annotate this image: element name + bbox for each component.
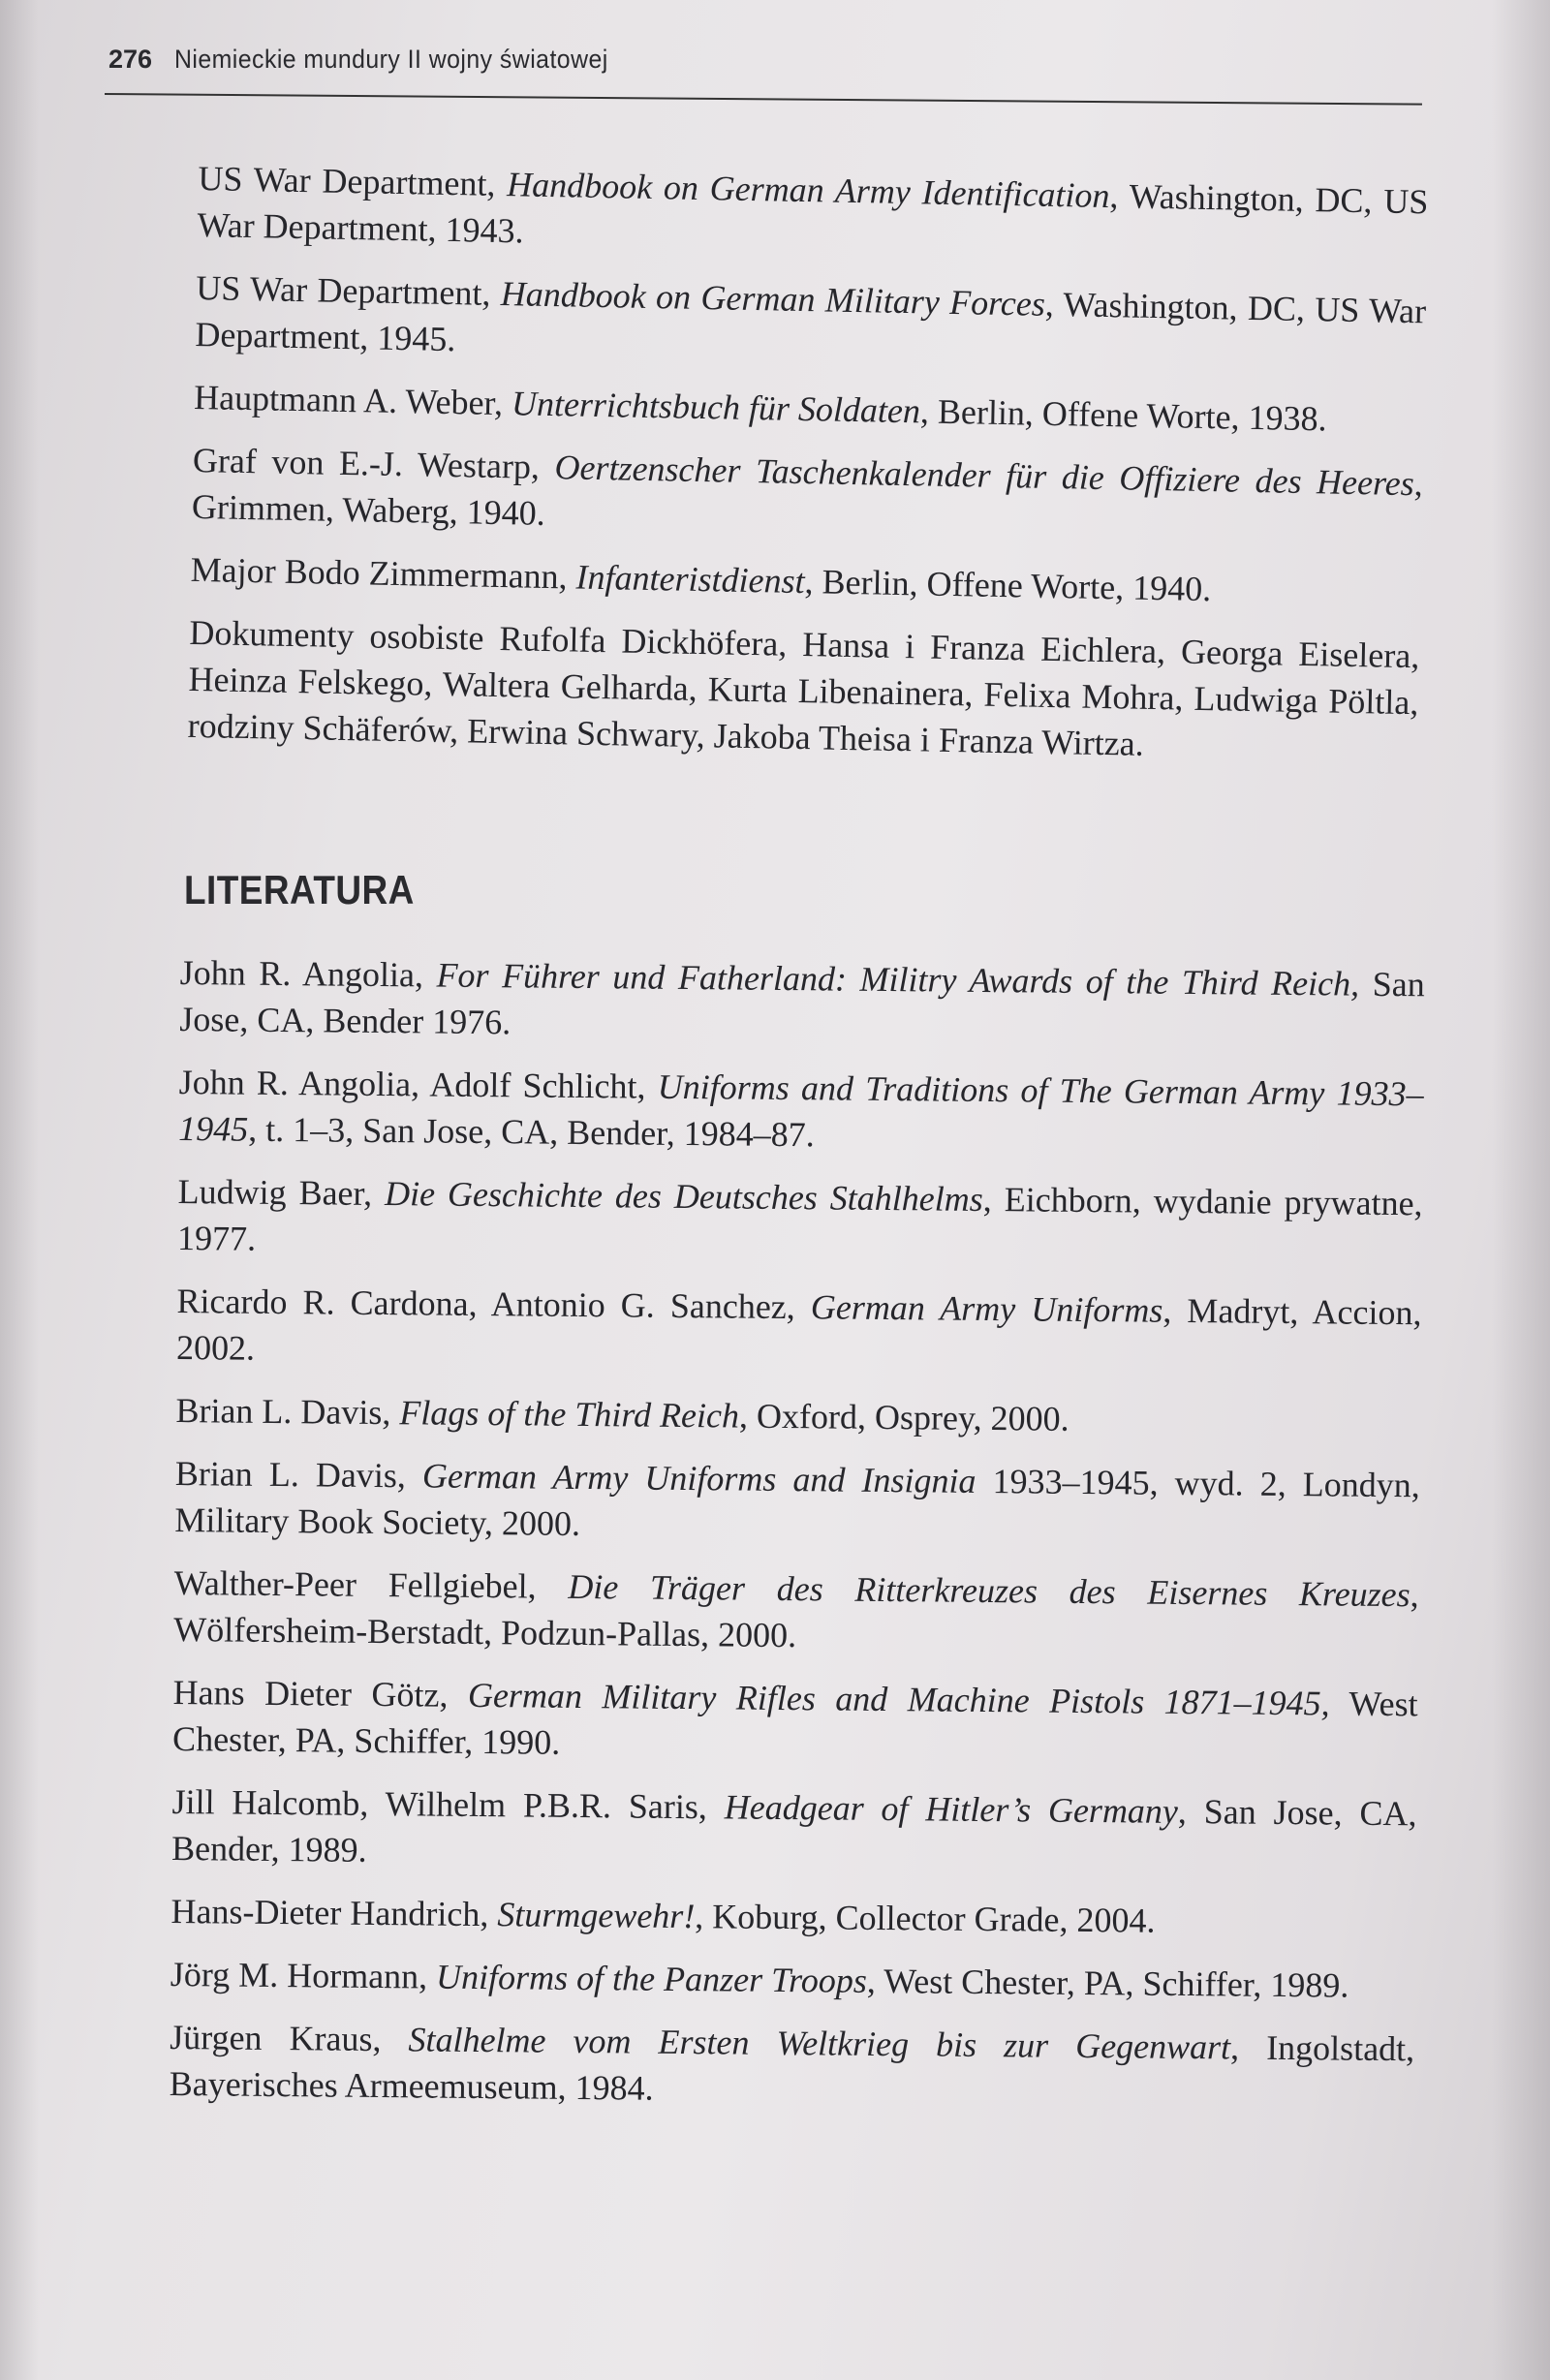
- list-item: Hans-Dieter Handrich, Sturmgewehr!, Koburg, Collector Grade, 2004.: [170, 1891, 1156, 1940]
- list-item: US War Department, Handbook on German Military Forces, Washington, DC, US War Department, 1945.: [195, 267, 1427, 359]
- list-item: John R. Angolia, Adolf Schlicht, Uniforms and Traditions of The German Army 1933–1945, t. 1–3, San Jose, CA, Bender, 1984–87.: [178, 1062, 1424, 1155]
- section-heading: LITERATURA: [184, 867, 415, 912]
- page-edge-shadow: [0, 0, 39, 2380]
- list-item: Brian L. Davis, German Army Uniforms and Insignia 1933–1945, wyd. 2, Londyn, Military Book Society, 2000.: [174, 1453, 1420, 1543]
- list-item: Ricardo R. Cardona, Antonio G. Sanchez, German Army Uniforms, Madryt, Accion, 2002.: [175, 1281, 1422, 1368]
- header-rule: [105, 93, 1422, 106]
- book-title: Niemieckie mundury II wojny światowej: [173, 45, 608, 74]
- list-item: Hans Dieter Götz, German Military Rifles and Machine Pistols 1871–1945, West Chester, PA, Schiffer, 1990.: [171, 1672, 1418, 1762]
- list-item: Jürgen Kraus, Stalhelme vom Ersten Weltkrieg bis zur Gegenwart, Ingolstadt, Bayerisches Armeemuseum, 1984.: [169, 2017, 1415, 2108]
- list-item: Dokumenty osobiste Rufolfa Dickhöfera, Hansa i Franza Eichlera, Georga Eiselera, Heinza Felskego, Waltera Gelharda, Kurta Libenainera, Felixa Mohra, Ludwiga Pöltla, rodziny Schäferów, Erwina Schwary, Jakoba Theisa i Franza Wirtza.: [187, 612, 1420, 763]
- list-item: Jörg M. Hormann, Uniforms of the Panzer Troops, West Chester, PA, Schiffer, 1989.: [170, 1954, 1349, 2005]
- list-item: Major Bodo Zimmermann, Infanteristdienst, Berlin, Offene Worte, 1940.: [190, 549, 1212, 609]
- list-item: Hauptmann A. Weber, Unterrichtsbuch für Soldaten, Berlin, Offene Worte, 1938.: [193, 377, 1327, 439]
- running-header: [108, 45, 1407, 75]
- page-edge-shadow: [1492, 0, 1550, 2380]
- bibliography-list: [169, 949, 1425, 2135]
- list-item: Jill Halcomb, Wilhelm P.B.R. Saris, Headgear of Hitler’s Germany, San Jose, CA, Bender, 1989.: [170, 1781, 1417, 1870]
- sources-list: [187, 155, 1429, 788]
- list-item: Graf von E.-J. Westarp, Oertzenscher Taschenkalender für die Offiziere des Heeres, Grimmen, Waberg, 1940.: [191, 440, 1424, 533]
- page-number: 276: [108, 45, 153, 74]
- list-item: Ludwig Baer, Die Geschichte des Deutsches Stahlhelms, Eichborn, wydanie prywatne, 1977.: [176, 1171, 1423, 1258]
- list-item: Walther-Peer Fellgiebel, Die Träger des Ritterkreuzes des Eisernes Kreuzes, Wölfersheim-Berstadt, Podzun-Pallas, 2000.: [173, 1562, 1419, 1655]
- list-item: John R. Angolia, For Führer und Fatherland: Militry Awards of the Third Reich, San Jose, CA, Bender 1976.: [179, 952, 1425, 1042]
- list-item: US War Department, Handbook on German Army Identification, Washington, DC, US War Department, 1943.: [197, 158, 1429, 251]
- list-item: Brian L. Davis, Flags of the Third Reich, Oxford, Osprey, 2000.: [175, 1390, 1070, 1438]
